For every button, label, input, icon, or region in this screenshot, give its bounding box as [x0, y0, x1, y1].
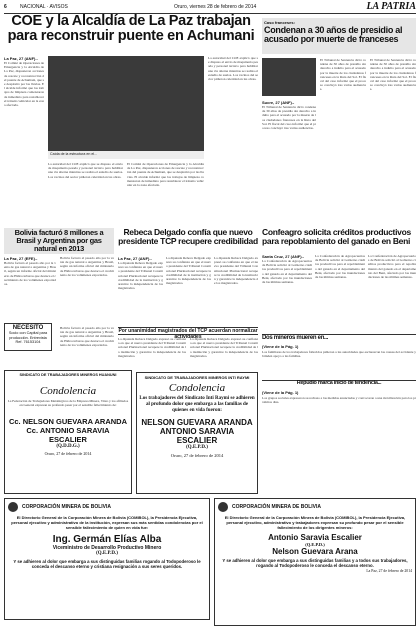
- page-number: 6: [4, 4, 7, 10]
- main-photo: [48, 56, 204, 151]
- condolencia1-rip: (Q.D.D.G.): [56, 444, 80, 449]
- tcp-band-body-a: La diputada Rebeca Delgado expresó su confianza en que el nuevo presidente del Tribunal Constitucional Plurinacional recupere la credibilidad de la institución y garantice la independencia de los magistrados.: [118, 337, 186, 358]
- comibol1-text: El Directorio General de la Corporación Minera de Bolivia (COMIBOL), la Presidencia Ejecutiva, personal ejecutivo y administrativo de la institución, expresan sus más sentidas condolencias por el sensible fallecimiento de quien en vida fue:: [11, 515, 203, 530]
- comibol2-footer: La Paz, 27 de febrero de 2014: [366, 569, 412, 574]
- condolencia2-name2: ANTONIO SARAVIA ESCALIER: [159, 427, 235, 445]
- tcp-headline: Rebeca Delgado confía que nuevo presidente TCP recupere credibilidad: [118, 227, 258, 246]
- side-body-a: El Tribunal de Sentencia dictó condena de 30 años de presidio sin derecho a indulto para el acusado por la muerte de los ciudadanos franceses en la Ruta del Sol. El fiscal del caso informó que el proceso concluyó tras varias audiencias.: [262, 105, 316, 131]
- condolencia1-closing: Oruro, 27 de febrero de 2014: [44, 451, 92, 456]
- comibol1-rip: (Q.E.P.D.): [96, 551, 118, 556]
- agro-body-b: La Confederación de Agropecuarios de Bolivia solicitó al Gobierno créditos productivos para el repoblamiento del ganado en el departamento del Beni, afectado por las inundaciones de las últimas semanas.: [315, 254, 365, 280]
- agro-headline: Confeagro solicita créditos productivos para repoblamiento del ganado en Beni: [262, 227, 411, 246]
- condolencia2-rip: (Q.E.P.D.): [186, 445, 208, 450]
- tcp-body-c: La diputada Rebeca Delgado expresó su confianza en que el nuevo presidente del Tribunal Constitucional Plurinacional recupere la credibilidad de la institución y garantice la independencia de los magistrados.: [214, 256, 258, 286]
- agro-body-c: La Confederación de Agropecuarios de Bolivia solicitó al Gobierno créditos productivos para el repoblamiento del ganado en el departamento del Beni, afectado por las inundaciones de las últimas semanas.: [368, 254, 416, 280]
- condolencia2-text: Los trabajadores del Sindicato Inti Raymi se adhieren al profundo dolor que embarga a las familias de quienes en vida fueron:: [139, 396, 255, 413]
- condolencia-ad-2: [136, 372, 258, 494]
- condolencia2-org: SINDICATO DE TRABAJADORES MINEROS INTI RAYMI: [144, 375, 250, 380]
- newspaper-brand: LA PATRIA: [366, 1, 416, 12]
- comibol1-header: [8, 502, 206, 512]
- condolencia-ad-1: [4, 370, 132, 494]
- condolencia1-name1: Cc. NELSON GUEVARA ARANDA: [8, 417, 128, 426]
- agro-col1: [262, 254, 312, 332]
- side-body-c: El Tribunal de Sentencia dictó condena de 30 años de presidio sin derecho a indulto para el acusado por la muerte de los ciudadanos franceses en la Ruta del Sol. El fiscal del caso informó que el proceso concluyó tras varias audiencias.: [370, 58, 416, 92]
- side-photo: [262, 58, 316, 96]
- side-body-b: El Tribunal de Sentencia dictó condena de 30 años de presidio sin derecho a indulto para el acusado por la muerte de los ciudadanos franceses en la Ruta del Sol. El fiscal del caso informó que el proceso concluyó tras varias audiencias.: [320, 58, 366, 92]
- brazil-body-c: Bolivia facturó el pasado año por la venta de gas natural a Argentina y Brasil, según un informe oficial del ministerio de Hidrocarburos que destaca el crecimiento de los volúmenes exportados.: [60, 326, 114, 347]
- miners-body: Los familiares de los trabajadores fallecidos pidieron a las autoridades que esclarezcan las causas del accidente y brinden apoyo a las familias.: [262, 350, 416, 359]
- comibol-logo-icon: [218, 502, 228, 512]
- miners-headline: Dos mineros mueren en...: [262, 334, 416, 344]
- comibol2-header: [218, 502, 412, 512]
- side-kicker: Caso franceses:: [264, 20, 295, 25]
- repudio-kicker: (Viene de la Pág. 1): [262, 390, 299, 395]
- comibol2-name1: Antonio Saravia Escalier: [268, 533, 362, 542]
- main-body-c: El Comité de Operaciones de Emergencia y la Alcaldía de La Paz, dispusieron acciones de rescate y reconstrucción del puente de Achumani, que se desplomó por las lluvias. El alcalde informó que los trabajos de limpieza comenzaron de inmediato para restablecer el tránsito vehicular en la zona afectada.: [127, 162, 204, 188]
- tcp-col1: [118, 256, 163, 326]
- agro-dateline: Santa Cruz, 27 (ANF).-: [262, 254, 305, 259]
- tcp-dateline: La Paz, 27 (ANF).-: [118, 256, 152, 261]
- issue-date: Oruro, viernes 28 de febrero de 2014: [174, 4, 257, 10]
- condolencia2-name1: NELSON GUEVARA ARANDA: [141, 418, 253, 427]
- brazil-headline: Bolivia facturó 8 millones a Brasil y Argentina por gas natural en 2013: [4, 228, 114, 254]
- repudio-headline: Repudio marca inicio de tendencia...: [262, 380, 416, 389]
- comibol2-text: El Directorio General de la Corporación Minera de Bolivia (COMIBOL), la Presidencia Ejecutiva, personal ejecutivo, administrativo y trabajadores expresan su profundo pesar por el sensible fallecimiento de los dirigentes mineros:: [224, 515, 406, 530]
- miners-kicker: (Viene de la Pág. 1): [262, 344, 299, 349]
- condolencia2-closing: Oruro, 27 de febrero de 2014: [170, 453, 224, 458]
- side-headline: Condenan a 30 años de presidio al acusado por muerte de franceses: [264, 25, 403, 45]
- ad-necesito: [4, 323, 52, 351]
- agro-body-a: La Confederación de Agropecuarios de Bolivia solicitó al Gobierno créditos productivos para el repoblamiento del ganado en el departamento del Beni, afectado por las inundaciones de las últimas semanas.: [262, 259, 312, 285]
- main-dateline: La Paz, 27 (ANF).-: [4, 56, 38, 61]
- condolencia1-name2: Cc. ANTONIO SARAVIA ESCALIER: [26, 426, 110, 444]
- condolencia1-text: La Federación de Trabajadores Metalúrgicos de la Empresa Minera, Vinto y los afiliados en General expresan su profundo pesar por el sensible fallecimiento de:: [7, 399, 129, 408]
- comibol-logo-icon: [8, 502, 18, 512]
- brazil-body-b: Bolivia facturó el pasado año por la venta de gas natural a Argentina y Brasil, según un informe oficial del ministerio de Hidrocarburos que destaca el crecimiento de los volúmenes exportados.: [60, 256, 114, 277]
- comibol2-org: CORPORACIÓN MINERA DE BOLIVIA: [232, 504, 321, 510]
- brazil-col1: [4, 256, 56, 321]
- comibol2-name2: Nelson Guevara Arana: [272, 547, 358, 556]
- main-body-d: La autoridad del COE explicó que se dispuso el envío de maquinaria pesada y personal técnico para habilitar una vía alterna mientras se realiza el estudio de suelos. Los vecinos del sector pidieron celeridad en las obras.: [208, 56, 258, 82]
- main-body-b: La autoridad del COE explicó que se dispuso el envío de maquinaria pesada y personal técnico para habilitar una vía alterna mientras se realiza el estudio de suelos. Los vecinos del sector pidieron celeridad en las obras.: [48, 162, 123, 179]
- condolencia1-org: SINDICATO DE TRABAJADORES MINEROS HUANUNI: [19, 373, 117, 377]
- main-body-a: El Comité de Operaciones de Emergencia y la Alcaldía de La Paz, dispusieron acciones de rescate y reconstrucción del puente de Achumani, que se desplomó por las lluvias. El alcalde informó que los trabajos de limpieza comenzaron de inmediato para restablecer el tránsito vehicular en la zona afectada.: [4, 61, 44, 108]
- comibol-ad-1: [4, 498, 210, 620]
- main-story-col1: [4, 56, 44, 226]
- comibol1-role: Viceministro de Desarrollo Productivo Minero: [52, 545, 162, 551]
- tcp-body-a: La diputada Rebeca Delgado expresó su confianza en que el nuevo presidente del Tribunal Constitucional Plurinacional recupere la credibilidad de la institución y garantice la independencia de los magistrados.: [118, 261, 163, 291]
- brazil-body-a: Bolivia facturó el pasado año por la venta de gas natural a Argentina y Brasil, según un informe oficial del ministerio de Hidrocarburos que destaca el crecimiento de los volúmenes exportados.: [4, 261, 56, 287]
- side-col1: [262, 100, 316, 224]
- comibol1-closing: Y se adhieren al dolor que embarga a sus distinguidas familias rogando al Todopoderoso le conceda el descanso eterno y cristiana resignación a sus seres queridos.: [13, 559, 201, 570]
- ad-necesito-body: Socio con Capital para producción. Entrevista Ref. 76153104: [8, 331, 48, 344]
- comibol2-closing: Y se adhieren al dolor que embarga a sus distinguidas familias y a todos sus trabajadores, rogando al Todopoderoso le conceda el descanso eterno.: [222, 558, 408, 569]
- side-story-head: [262, 18, 416, 54]
- main-headline: COE y la Alcaldía de La Paz trabajan para reconstruir puente en Achumani: [7, 13, 255, 45]
- tcp-band-title: Por unanimidad magistrados del TCP acuerdan normalizar actividades: [118, 328, 258, 340]
- side-dateline: Sucre, 27 (ANF).-: [262, 100, 295, 105]
- condolencia1-title: Condolencia: [39, 385, 97, 397]
- comibol-ad-2: [214, 498, 416, 626]
- comibol1-name: Ing. Germán Elías Alba: [52, 534, 162, 545]
- repudio-body: Los grupos sociales expresaron su rechazo a las medidas anunciadas y convocaron a una movilización para los próximos días.: [262, 396, 416, 405]
- comibol1-org: CORPORACIÓN MINERA DE BOLIVIA: [22, 504, 111, 510]
- main-photo-caption: Caída de la estructura en el...: [48, 151, 204, 159]
- comibol2-rip: (Q.E.P.D.): [305, 542, 325, 547]
- tcp-band-body-b: La diputada Rebeca Delgado expresó su confianza en que el nuevo presidente del Tribunal Constitucional Plurinacional recupere la credibilidad de la institución y garantice la independencia de los magistrados.: [190, 337, 258, 358]
- section-label: NACIONAL · AVISOS: [20, 4, 68, 10]
- brazil-dateline: La Paz, 27 (EFE).-: [4, 256, 38, 261]
- tcp-body-b: La diputada Rebeca Delgado expresó su confianza en que el nuevo presidente del Tribunal Constitucional Plurinacional recupere la credibilidad de la institución y garantice la independencia de los magistrados.: [166, 256, 211, 286]
- ad-necesito-title: NECESITO: [12, 325, 44, 331]
- condolencia2-title: Condolencia: [168, 382, 226, 394]
